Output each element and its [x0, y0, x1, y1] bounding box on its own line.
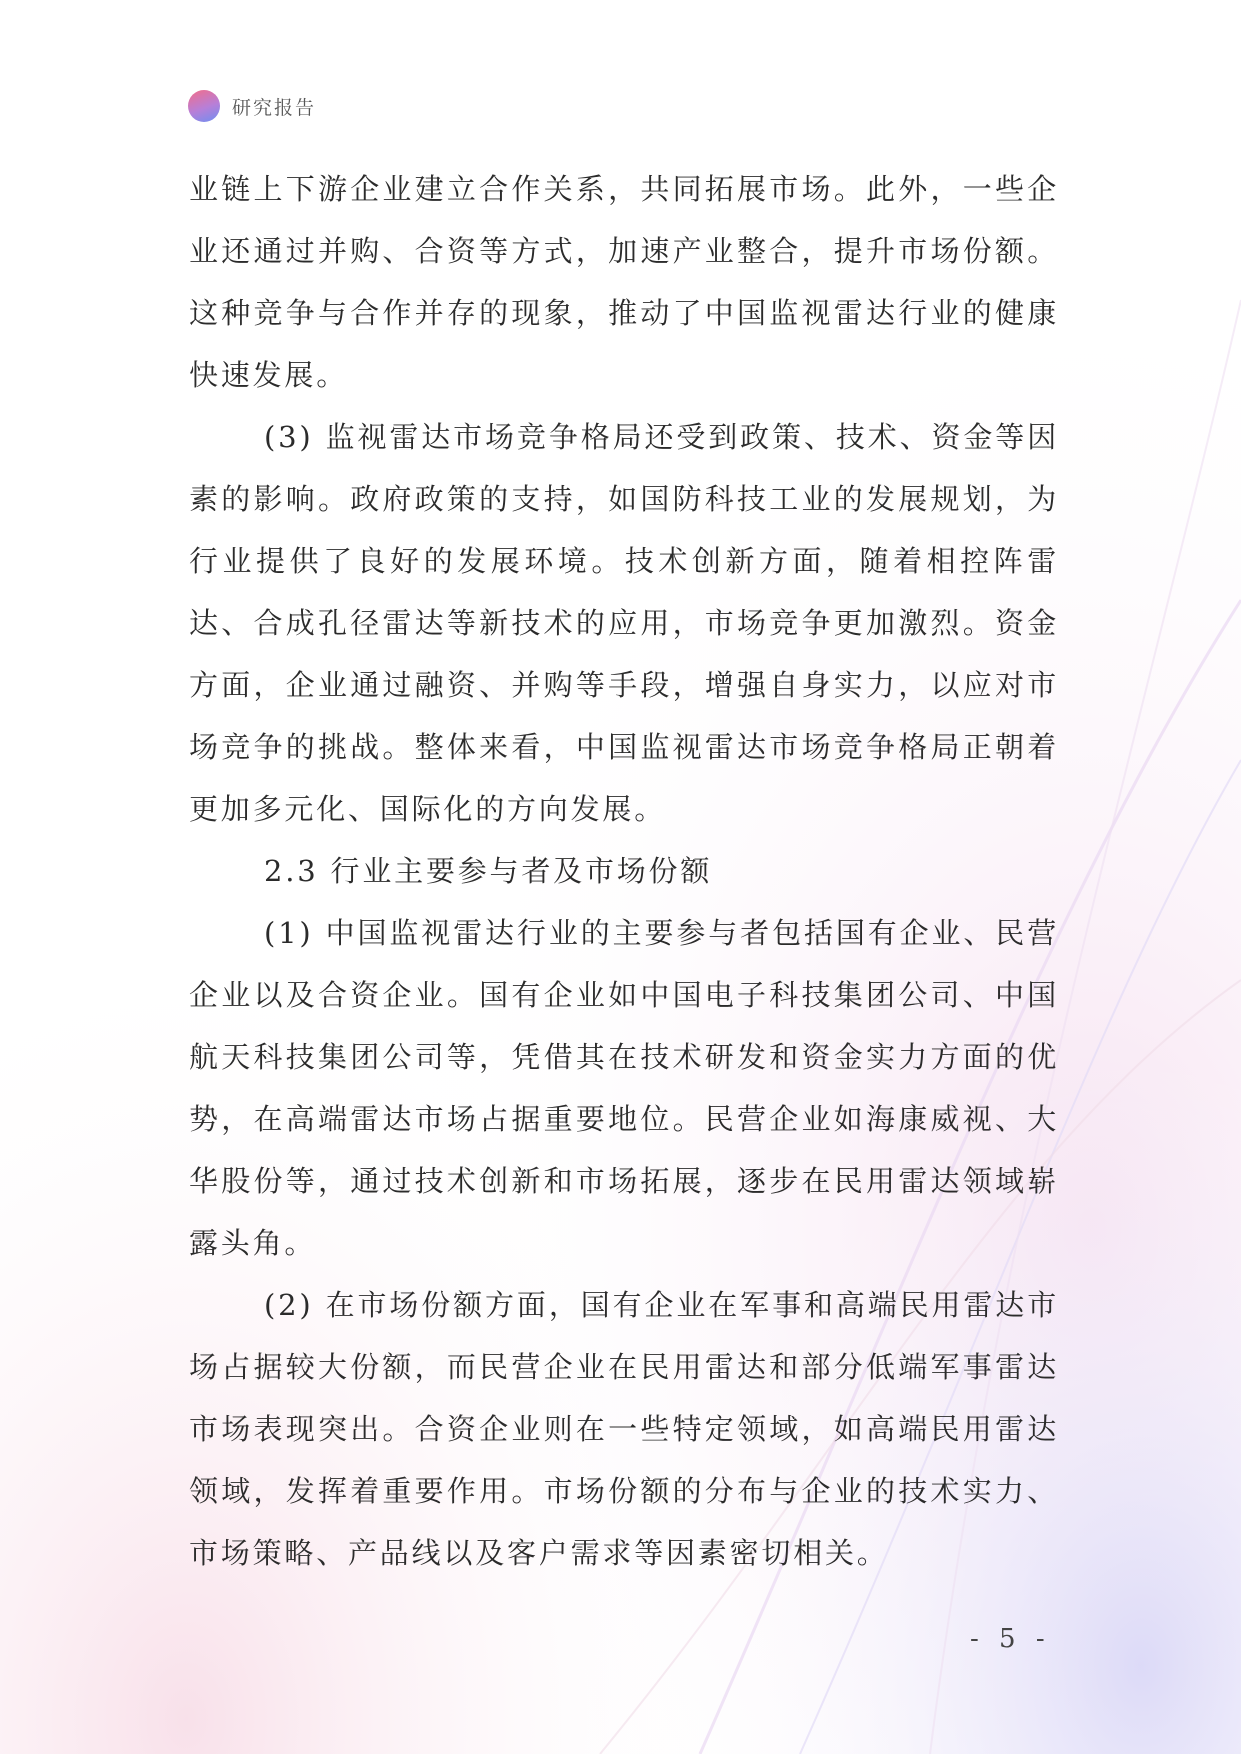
- header-title: 研究报告: [232, 96, 317, 119]
- paragraph-1: (1) 中国监视雷达行业的主要参与者包括国有企业、民营企业以及合资企业。国有企业如中国电子科技集团公司、中国航天科技集团公司等，凭借其在技术研发和资金实力方面的优势，在高端雷达市场占据重要地位。民营企业如海康威视、大华股份等，通过技术创新和市场拓展，逐步在民用雷达领域崭露头角。: [189, 916, 1059, 1260]
- page-header: [188, 88, 316, 124]
- paragraph-continuation: 业链上下游企业建立合作关系，共同拓展市场。此外，一些企业还通过并购、合资等方式，加速产业整合，提升市场份额。这种竞争与合作并存的现象，推动了中国监视雷达行业的健康快速发展。: [189, 172, 1059, 392]
- paragraph-3: (3) 监视雷达市场竞争格局还受到政策、技术、资金等因素的影响。政府政策的支持，如国防科技工业的发展规划，为行业提供了良好的发展环境。技术创新方面，随着相控阵雷达、合成孔径雷达等新技术的应用，市场竞争更加激烈。资金方面，企业通过融资、并购等手段，增强自身实力，以应对市场竞争的挑战。整体来看，中国监视雷达市场竞争格局正朝着更加多元化、国际化的方向发展。: [189, 420, 1059, 826]
- section-heading: 2.3 行业主要参与者及市场份额: [264, 854, 713, 888]
- page-number: - 5 -: [970, 1624, 1051, 1654]
- logo-circle-icon: [188, 90, 220, 122]
- document-body: [189, 158, 1059, 1584]
- paragraph-2: (2) 在市场份额方面，国有企业在军事和高端民用雷达市场占据较大份额，而民营企业在民用雷达和部分低端军事雷达市场表现突出。合资企业则在一些特定领域，如高端民用雷达领域，发挥着重要作用。市场份额的分布与企业的技术实力、市场策略、产品线以及客户需求等因素密切相关。: [189, 1288, 1059, 1570]
